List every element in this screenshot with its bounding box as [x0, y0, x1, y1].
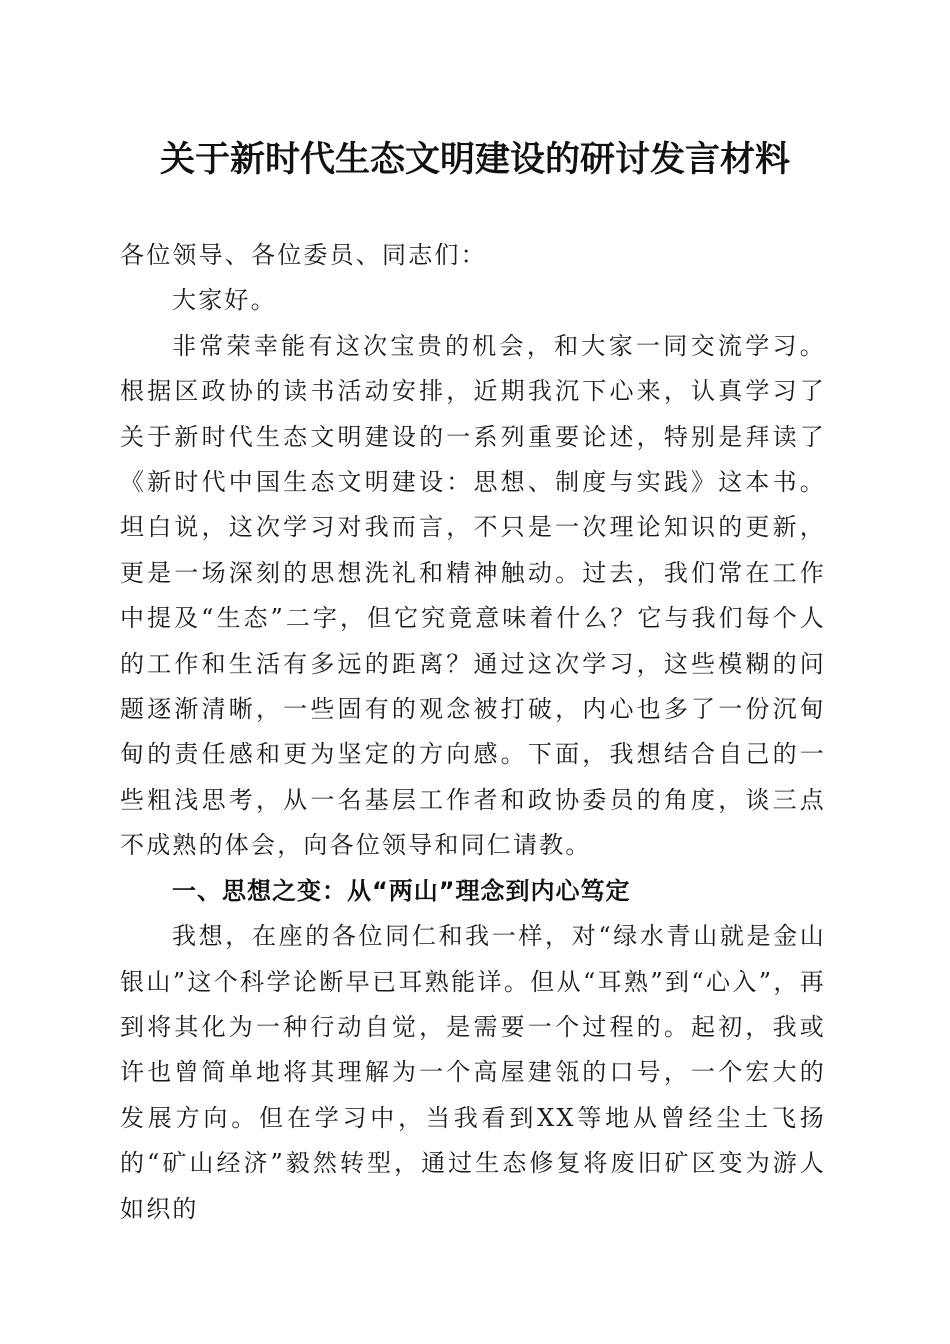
salutation: 各位领导、各位委员、同志们：	[120, 241, 487, 269]
section-paragraph: 我想，在座的各位同仁和我一样，对“绿水青山就是金山银山”这个科学论断早已耳熟能详。但从“耳熟”到“心入”，再到将其化为一种行动自觉，是需要一个过程的。起初，我或许也曾简单地将其理解为一个高屋建瓴的口号，一个宏大的发展方向。但在学习中，当我看到XX等地从曾经尘土飞扬的“矿山经济”毅然转型，通过生态修复将废旧矿区变为游人如织的	[120, 922, 826, 1223]
document-title: 关于新时代生态文明建设的研讨发言材料	[159, 139, 790, 180]
intro-paragraph: 非常荣幸能有这次宝贵的机会，和大家一同交流学习。根据区政协的读书活动安排，近期我沉下心来，认真学习了关于新时代生态文明建设的一系列重要论述，特别是拜读了《新时代中国生态文明建设：思想、制度与实践》这本书。坦白说，这次学习对我而言，不只是一次理论知识的更新，更是一场深刻的思想洗礼和精神触动。过去，我们常在工作中提及“生态”二字，但它究竟意味着什么？它与我们每个人的工作和生活有多远的距离？通过这次学习，这些模糊的问题逐渐清晰，一些固有的观念被打破，内心也多了一份沉甸甸的责任感和更为坚定的方向感。下面，我想结合自己的一些粗浅思考，从一名基层工作者和政协委员的角度，谈三点不成熟的体会，向各位领导和同仁请教。	[120, 331, 826, 860]
section-heading: 一、思想之变：从“两山”理念到内心笃定	[172, 876, 631, 905]
document-body	[120, 233, 826, 1232]
greeting: 大家好。	[172, 286, 277, 315]
